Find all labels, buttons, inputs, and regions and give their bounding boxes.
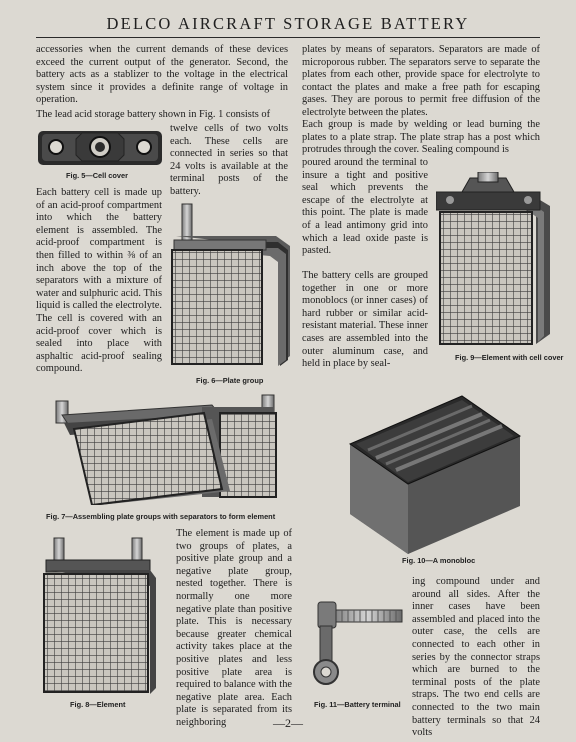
monobloc-image (348, 386, 524, 556)
paragraph-twelve-cells: twelve cells of two volts each. These cells are connected in series so that 24 volts is available at the terminal posts of the battery. (170, 123, 288, 197)
figure-battery-terminal (312, 598, 408, 690)
paragraph-accessories: accessories when the current demands of these devices exceed the current output of the generator. Second, the battery acts as a stablizer to the voltage in the electrical system since it provides a definite range of voltage in operation. (36, 44, 288, 106)
paragraph-sealing-cases: ing compound under and around all sides. After the inner cases have been assembled and placed into the outer case, the cells are connected to each other in series by the connector straps which are burned to the terminal posts of the plate straps. The two end cells are connected to the two main battery terminals so that 24 volts (412, 576, 540, 739)
figure-monobloc (348, 386, 524, 556)
battery-terminal-image (312, 598, 408, 690)
figure-cell-cover (36, 125, 164, 171)
caption-fig-5: Fig. 5—Cell cover (66, 171, 129, 180)
paragraph-plate-strap: Each group is made by welding or lead burning the plates to a plate strap. The plate strap has a post which protrudes through the cover. Sealing compound is (302, 119, 540, 156)
figure-assembling-plates (52, 393, 284, 505)
caption-fig-10: Fig. 10—A monobloc (402, 556, 476, 565)
element-image (40, 536, 158, 696)
paragraph-battery-cell: Each battery cell is made up of an acid-proof compartment into which the battery element is assembled. The acid-proof compartment is then filled to within ⅜ of an inch above the top of the separators with a mixture of water and sulphuric acid. This liquid is called the electrolyte. The cell is covered with an acid-proof cover which is sealed into place with asphaltic acid-proof sealing compound. (36, 187, 162, 375)
cell-cover-image (36, 125, 164, 171)
paragraph-element-plates: The element is made up of two groups of plates, a positive plate group and a negative plate group, nested together. There is normally one more negative plate than positive plate. This is necessary because greater chemical activity takes place at the positive plates and less positive plate area is required to balance with the negative plate area. Each plate is separated from its neighboring (176, 528, 292, 728)
caption-fig-8: Fig. 8—Element (70, 700, 126, 709)
figure-plate-group (168, 196, 294, 374)
assembling-plates-image (52, 393, 284, 505)
header-rule (36, 37, 540, 38)
caption-fig-11: Fig. 11—Battery terminal (314, 700, 401, 709)
page-title: DELCO AIRCRAFT STORAGE BATTERY (106, 14, 470, 33)
figure-element (40, 536, 158, 696)
paragraph-separators: plates by means of separators. Separators are made of microporous rubber. The separators serve to separate the plates from each other, provide space for electrolyte to contact the plates and make a free path for escaping gases. They are porous to permit free diffusion of the electrolyte between the plates. (302, 44, 540, 118)
caption-fig-6: Fig. 6—Plate group (196, 376, 264, 385)
paragraph-sealing-compound: poured around the terminal to insure a tight and positive seal which prevents the escape of the electrolyte at this point. The plate is made of a lead antimony grid into which a lead oxide paste is pasted. (302, 157, 428, 257)
element-with-cover-image (436, 172, 554, 348)
figure-element-with-cover (436, 172, 554, 348)
paragraph-monoblocs: The battery cells are grouped together in one or more monoblocs (or inner cases) of hard rubber or similar acid-resistant material. These inner cases are assembled into the outer aluminum case, and held in place by seal- (302, 270, 428, 370)
plate-group-image (168, 196, 294, 374)
caption-fig-9: Fig. 9—Element with cell cover (455, 353, 564, 362)
caption-fig-7: Fig. 7—Assembling plate groups with separators to form element (46, 512, 276, 521)
paragraph-lead-acid-intro: The lead acid storage battery shown in Fig. 1 consists of (36, 109, 271, 120)
page-number: —2— (273, 716, 303, 730)
